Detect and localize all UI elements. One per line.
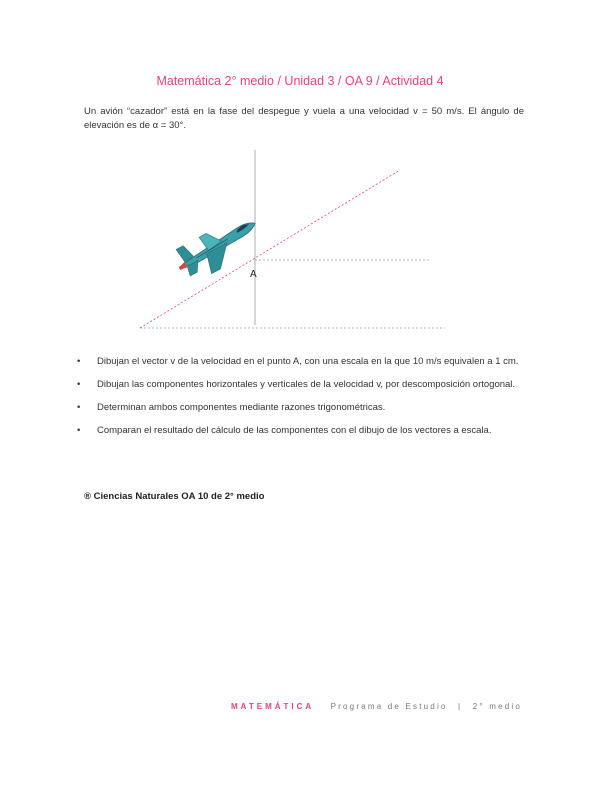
list-item: [77, 424, 524, 437]
velocity-figure: [130, 145, 460, 345]
point-a-label: A: [250, 269, 257, 280]
footer-level: 2° medio: [472, 702, 522, 711]
cross-reference: ® Ciencias Naturales OA 10 de 2° medio: [84, 491, 265, 502]
footer-separator: |: [458, 702, 463, 711]
footer-program: Programa de Estudio: [330, 702, 448, 711]
list-item-text: Dibujan el vector v de la velocidad en el punto A, con una escala en la que 10 m/s equivalen a 1 cm.: [97, 356, 519, 367]
list-item: [77, 355, 524, 368]
bullet: •: [77, 356, 81, 367]
list-item: [77, 401, 524, 414]
bullet: •: [77, 402, 81, 413]
bullet: •: [77, 379, 81, 390]
list-item: [77, 378, 524, 391]
intro-paragraph: Un avión “cazador” está en la fase del despegue y vuela a una velocidad v = 50 m/s. El ángulo de elevación es de α = 30°.: [84, 106, 524, 131]
list-item-text: Dibujan las componentes horizontales y verticales de la velocidad v, por descomposición ortogonal.: [97, 379, 516, 390]
list-item-text: Determinan ambos componentes mediante razones trigonométricas.: [97, 402, 386, 413]
page-footer: [231, 702, 522, 711]
page-title: Matemática 2° medio / Unidad 3 / OA 9 / Actividad 4: [156, 74, 444, 88]
figure-drawing: [130, 145, 460, 345]
bullet: •: [77, 425, 81, 436]
footer-brand: MATEMÁTICA: [231, 702, 315, 711]
task-list: [77, 355, 524, 447]
list-item-text: Comparan el resultado del cálculo de las componentes con el dibujo de los vectores a escala.: [97, 425, 492, 436]
